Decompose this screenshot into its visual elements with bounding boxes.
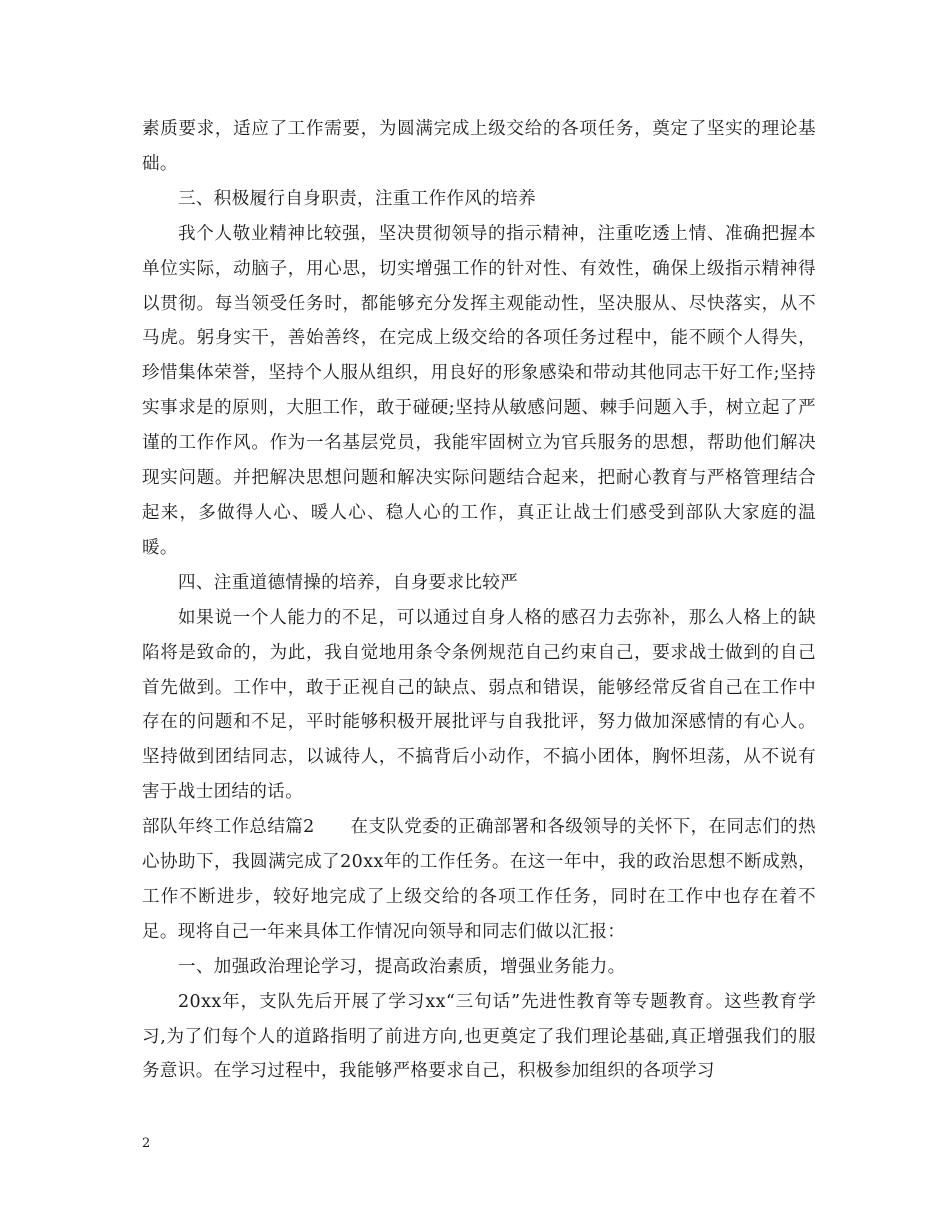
page-number: 2 bbox=[142, 1136, 151, 1151]
paragraph-continuation: 素质要求，适应了工作需要，为圆满完成上级交给的各项任务，奠定了坚实的理论基础。 bbox=[142, 119, 816, 174]
paragraph-moral-character: 如果说一个人能力的不足，可以通过自身人格的感召力去弥补，那么人格上的缺陷将是致命的，为此，我自觉地用条令条例规范自己约束自己，要求战士做到的自己首先做到。工作中，敢于正视自己的缺点、弱点和错误，能够经常反省自己在工作中存在的问题和不足，平时能够积极开展批评与自我批评，努力做加深感情的有心人。坚持做到团结同志，以诚待人，不搞背后小动作，不搞小团体，胸怀坦荡，从不说有害于战士团结的话。 bbox=[142, 607, 816, 803]
paragraph-work-style: 我个人敬业精神比较强，坚决贯彻领导的指示精神，注重吃透上情、准确把握本单位实际，动脑子，用心思，切实增强工作的针对性、有效性，确保上级指示精神得以贯彻。每当领受任务时，都能够充分发挥主观能动性，坚决服从、尽快落实，从不马虎。躬身实干，善始善终，在完成上级交给的各项任务过程中，能不顾个人得失，珍惜集体荣誉，坚持个人服从组织，用良好的形象感染和带动其他同志干好工作;坚持实事求是的原则，大胆工作，敢于碰硬;坚持从敏感问题、棘手问题入手，树立起了严谨的工作作风。作为一名基层党员，我能牢固树立为官兵服务的思想，帮助他们解决现实问题。并把解决思想问题和解决实际问题结合起来，把耐心教育与严格管理结合起来，多做得人心、暖人心、稳人心的工作，真正让战士们感受到部队大家庭的温暖。 bbox=[142, 223, 816, 558]
section-heading-1: 一、加强政治理论学习，提高政治素质，增强业务能力。 bbox=[178, 956, 626, 977]
section-heading-4: 四、注重道德情操的培养，自身要求比较严 bbox=[178, 572, 519, 593]
section-heading-3: 三、积极履行自身职责，注重工作作风的培养 bbox=[178, 188, 536, 209]
paragraph-political-study: 20xx年，支队先后开展了学习xx“三句话”先进性教育等专题教育。这些教育学习,为了们每个人的道路指明了前进方向,也更奠定了我们理论基础,真正增强我们的服务意识。在学习过程中，我能够严格要求自己，积极参加组织的各项学习 bbox=[142, 991, 816, 1082]
document-body bbox=[142, 112, 816, 1089]
paragraph-summary-part-2: 部队年终工作总结篇2 在支队党委的正确部署和各级领导的关怀下，在同志们的热心协助下，我圆满完成了20xx年的工作任务。在这一年中，我的政治思想不断成熟，工作不断进步，较好地完成了上级交给的各项工作任务，同时在工作中也存在着不足。现将自己一年来具体工作情况向领导和同志们做以汇报： bbox=[142, 817, 816, 942]
